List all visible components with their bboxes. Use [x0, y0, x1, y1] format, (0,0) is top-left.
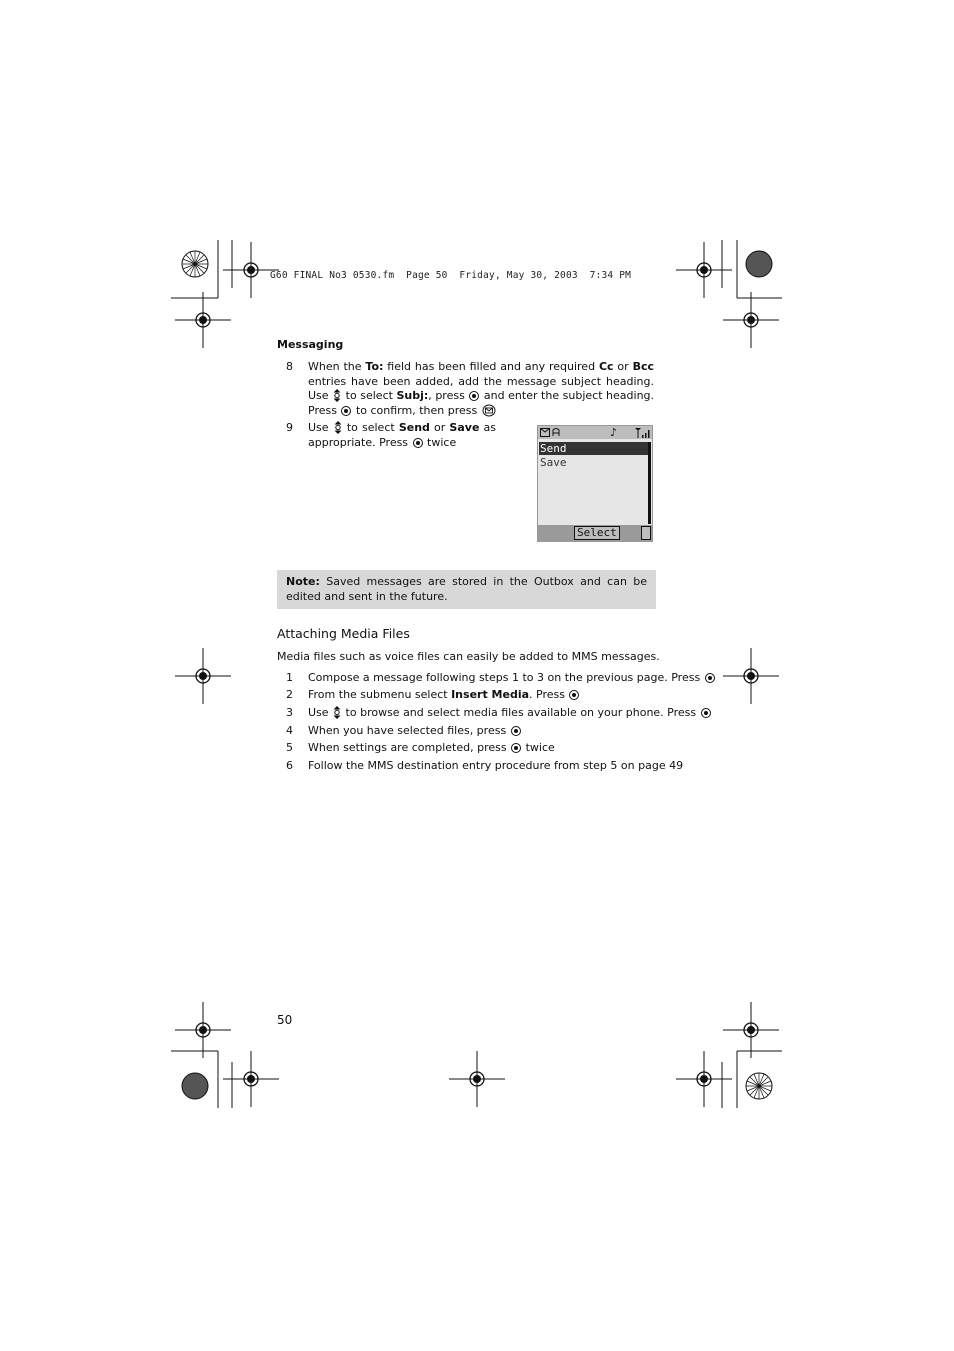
- item-text: Compose a message following steps 1 to 3 on the previous page. Press: [308, 671, 704, 684]
- back-softkey-icon[interactable]: [641, 526, 651, 540]
- step-9: [286, 421, 498, 453]
- text: to select: [342, 421, 399, 434]
- step-number: 8: [286, 360, 293, 373]
- select-softkey[interactable]: Select: [574, 526, 620, 540]
- note-body: Saved messages are stored in the Outbox and can be edited and sent in the future.: [286, 575, 647, 603]
- music-note-icon: ♪: [610, 426, 618, 439]
- text: to confirm, then press: [352, 403, 481, 417]
- phone-menu-item-save[interactable]: Save: [540, 456, 567, 469]
- ok-key-icon: [413, 438, 423, 448]
- text: , press: [428, 389, 469, 402]
- list-item: [286, 706, 712, 719]
- list-item: [286, 741, 555, 754]
- text: field has been filled and any required: [383, 360, 599, 373]
- file-header: G60 FINAL No3 0530.fm Page 50 Friday, May 30, 2003 7:34 PM: [270, 270, 632, 281]
- item-text: to browse and select media files available on your phone. Press: [342, 706, 700, 719]
- text: as appropriate. Press: [308, 421, 497, 449]
- attach-heading: Attaching Media Files: [277, 626, 410, 641]
- text: entries have been added, add the message subject heading. Use: [308, 374, 654, 402]
- phone-scrollbar: [648, 442, 651, 524]
- text: twice: [423, 435, 457, 449]
- ok-key-icon: [701, 708, 711, 718]
- option-send: Send: [398, 421, 430, 434]
- ok-key-icon: [705, 673, 715, 683]
- step-text: [308, 360, 654, 418]
- note-text: [286, 574, 647, 604]
- field-subj: Subj:: [396, 389, 429, 402]
- navigation-key-icon: [333, 389, 341, 402]
- item-number: 1: [286, 671, 293, 684]
- item-number: 5: [286, 741, 293, 754]
- text: or: [429, 421, 450, 434]
- attach-intro: Media files such as voice files can easily be added to MMS messages.: [277, 650, 660, 663]
- ok-key-icon: [469, 391, 479, 401]
- message-key-icon: [482, 404, 496, 417]
- option-save: Save: [449, 421, 480, 434]
- signal-strength-icon: [635, 428, 651, 438]
- item-text: From the submenu select: [308, 688, 452, 701]
- section-title: Messaging: [277, 338, 344, 351]
- phone-menu-item-send[interactable]: Send: [539, 442, 650, 455]
- insert-media-label: Insert Media: [451, 688, 530, 701]
- navigation-key-icon: [334, 421, 342, 434]
- note-box: [277, 570, 656, 609]
- item-text: twice: [522, 741, 555, 754]
- item-text: . Press: [529, 688, 569, 701]
- ok-key-icon: [341, 406, 351, 416]
- page-number: 50: [277, 1013, 293, 1027]
- field-to: To:: [365, 360, 384, 373]
- text: Use: [308, 421, 333, 434]
- note-label: Note:: [286, 575, 320, 588]
- list-item: [286, 724, 522, 737]
- item-text: When you have selected files, press: [308, 724, 510, 737]
- navigation-key-icon: [333, 706, 341, 719]
- ok-key-icon: [511, 726, 521, 736]
- list-item: [286, 671, 716, 684]
- phone-softkey-bar: [538, 525, 652, 541]
- text: to select: [342, 389, 397, 402]
- field-cc: Cc: [598, 360, 614, 373]
- phone-screen: [537, 425, 653, 542]
- item-number: 4: [286, 724, 293, 737]
- step-text: [308, 421, 496, 450]
- field-bcc: Bcc: [632, 360, 654, 373]
- envelope-icon: [540, 427, 564, 438]
- item-number: 2: [286, 688, 293, 701]
- text: and enter the subject heading. Press: [308, 389, 655, 417]
- ok-key-icon: [511, 743, 521, 753]
- phone-status-bar: [538, 426, 652, 439]
- step-number: 9: [286, 421, 293, 434]
- item-text: Follow the MMS destination entry procedure from step 5 on page 49: [308, 759, 684, 772]
- item-number: 6: [286, 759, 293, 772]
- text: When the: [308, 360, 366, 373]
- list-item: [286, 688, 580, 701]
- item-text: Use: [308, 706, 333, 719]
- ok-key-icon: [569, 690, 579, 700]
- item-text: When settings are completed, press: [308, 741, 511, 754]
- item-number: 3: [286, 706, 293, 719]
- list-item: [286, 759, 683, 772]
- step-8: [286, 360, 656, 420]
- text: or: [613, 360, 633, 373]
